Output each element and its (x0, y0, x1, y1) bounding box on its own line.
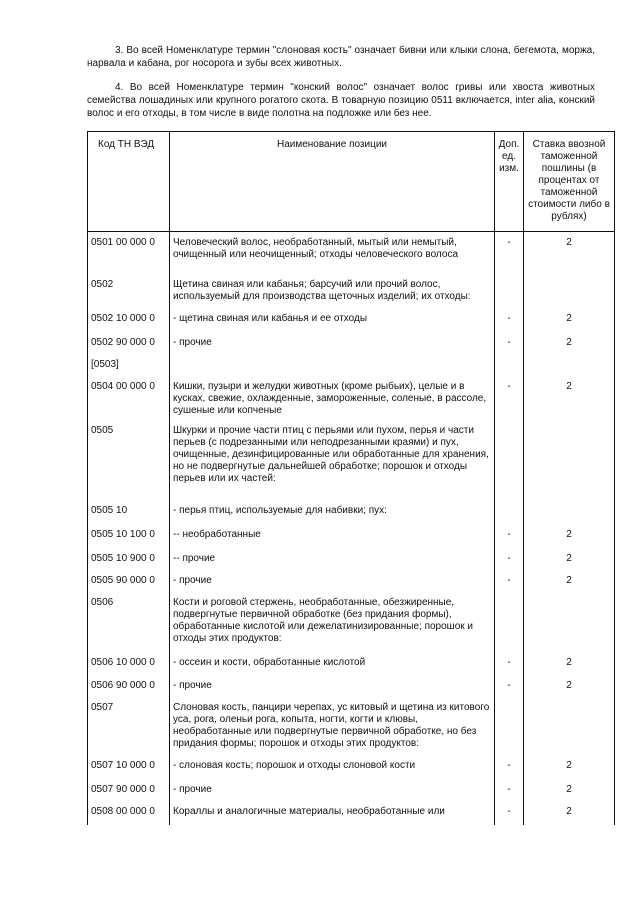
row-rate: 2 (524, 803, 615, 825)
row-rate (524, 422, 615, 502)
row-unit (495, 422, 524, 502)
note-3: 3. Во всей Номенклатуре термин "слоновая кость" означает бивни или клыки слона, бегемота, моржа, нарвала и кабана, рог носорога и зубы всех животных. (87, 45, 595, 69)
row-code: 0504 00 000 0 (88, 378, 170, 422)
table-row (88, 654, 615, 677)
row-rate: 2 (524, 550, 615, 572)
row-unit: - (495, 677, 524, 699)
row-name: Человеческий волос, необработанный, мытый или немытый, очищенный или неочищенный; отходы человеческого волоса (170, 232, 495, 276)
row-unit: - (495, 572, 524, 594)
table-row (88, 310, 615, 334)
row-code: 0505 (88, 422, 170, 502)
row-code: 0502 90 000 0 (88, 334, 170, 356)
table-row (88, 803, 615, 825)
row-unit (495, 276, 524, 310)
row-code: 0508 00 000 0 (88, 803, 170, 825)
row-unit: - (495, 232, 524, 276)
row-name: - прочие (170, 334, 495, 356)
row-rate: 2 (524, 232, 615, 276)
row-code: 0506 (88, 594, 170, 654)
row-name: - прочие (170, 677, 495, 699)
row-name: Щетина свиная или кабанья; барсучий или прочий волос, используемый для производства щеточных изделий; их отходы: (170, 276, 495, 310)
row-name: - оссеин и кости, обработанные кислотой (170, 654, 495, 677)
row-unit: - (495, 526, 524, 550)
table-row (88, 526, 615, 550)
row-rate: 2 (524, 757, 615, 781)
row-code: 0507 90 000 0 (88, 781, 170, 803)
row-unit: - (495, 803, 524, 825)
row-code: 0502 (88, 276, 170, 310)
row-unit: - (495, 378, 524, 422)
table-row (88, 502, 615, 526)
row-name: - перья птиц, используемые для набивки; пух: (170, 502, 495, 526)
row-code: 0505 10 900 0 (88, 550, 170, 572)
row-name: Кишки, пузыри и желудки животных (кроме рыбьих), целые и в кусках, свежие, охлажденные, замороженные, соленые, в рассоле, сушеные или копченые (170, 378, 495, 422)
table-row (88, 699, 615, 757)
row-unit: - (495, 550, 524, 572)
row-unit: - (495, 310, 524, 334)
table-header-row (88, 132, 615, 232)
header-name: Наименование позиции (170, 132, 495, 232)
row-rate (524, 502, 615, 526)
row-code: [0503] (88, 356, 170, 378)
table-row (88, 572, 615, 594)
row-code: 0502 10 000 0 (88, 310, 170, 334)
row-code: 0507 (88, 699, 170, 757)
row-rate: 2 (524, 310, 615, 334)
row-unit: - (495, 334, 524, 356)
row-rate: 2 (524, 334, 615, 356)
table-row (88, 422, 615, 502)
note-4: 4. Во всей Номенклатуре термин "конский волос" означает волос гривы или хвоста животных семейства лошадиных или крупного рогатого скота. В товарную позицию 0511 включается, inter alia, конский волос и его отходы, в том числе в виде полотна на подложке или без нее. (87, 82, 595, 119)
row-name: Кораллы и аналогичные материалы, необработанные или (170, 803, 495, 825)
table-row (88, 781, 615, 803)
table-row (88, 334, 615, 356)
row-unit (495, 594, 524, 654)
row-name: - щетина свиная или кабанья и ее отходы (170, 310, 495, 334)
tariff-table (87, 131, 615, 825)
row-rate: 2 (524, 526, 615, 550)
row-rate (524, 356, 615, 378)
row-name: -- прочие (170, 550, 495, 572)
row-name: Слоновая кость, панцири черепах, ус китовый и щетина из китового уса, рога, оленьи рога, копыта, ногти, когти и клювы, необработанные или подвергнутые первичной обработке, но без придания формы; порошок и отходы этих продуктов: (170, 699, 495, 757)
row-rate (524, 594, 615, 654)
row-rate (524, 276, 615, 310)
row-name: - прочие (170, 572, 495, 594)
row-rate: 2 (524, 781, 615, 803)
header-rate: Ставка ввозной таможенной пошлины (в процентах от таможенной стоимости либо в рублях) (524, 132, 615, 232)
row-rate (524, 699, 615, 757)
header-code: Код ТН ВЭД (88, 132, 170, 232)
row-name: - слоновая кость; порошок и отходы слоновой кости (170, 757, 495, 781)
row-unit: - (495, 654, 524, 677)
table-row (88, 378, 615, 422)
row-name (170, 356, 495, 378)
row-unit (495, 502, 524, 526)
row-code: 0507 10 000 0 (88, 757, 170, 781)
row-rate: 2 (524, 572, 615, 594)
row-code: 0505 90 000 0 (88, 572, 170, 594)
row-unit (495, 699, 524, 757)
table-row (88, 677, 615, 699)
row-code: 0505 10 100 0 (88, 526, 170, 550)
table-row (88, 276, 615, 310)
row-code: 0506 10 000 0 (88, 654, 170, 677)
row-unit (495, 356, 524, 378)
row-rate: 2 (524, 378, 615, 422)
row-code: 0505 10 (88, 502, 170, 526)
row-name: - прочие (170, 781, 495, 803)
row-unit: - (495, 757, 524, 781)
table-row (88, 550, 615, 572)
table-row (88, 594, 615, 654)
row-code: 0501 00 000 0 (88, 232, 170, 276)
table-row (88, 757, 615, 781)
row-name: -- необработанные (170, 526, 495, 550)
header-unit: Доп. ед. изм. (495, 132, 524, 232)
row-name: Шкурки и прочие части птиц с перьями или пухом, перья и части перьев (с подрезанными или неподрезанными краями) и пух, очищенные, дезинфицированные или обработанные для хранения, но не подвергнутые дальнейшей обработке; порошок и отходы перьев или их частей: (170, 422, 495, 502)
table-row (88, 232, 615, 276)
row-rate: 2 (524, 677, 615, 699)
row-unit: - (495, 781, 524, 803)
table-row (88, 356, 615, 378)
table-body (88, 232, 615, 825)
row-rate: 2 (524, 654, 615, 677)
row-code: 0506 90 000 0 (88, 677, 170, 699)
row-name: Кости и роговой стержень, необработанные, обезжиренные, подвергнутые первичной обработке (без придания формы), обработанные кислотой или дежелатинизированные; порошок и отходы этих продуктов: (170, 594, 495, 654)
